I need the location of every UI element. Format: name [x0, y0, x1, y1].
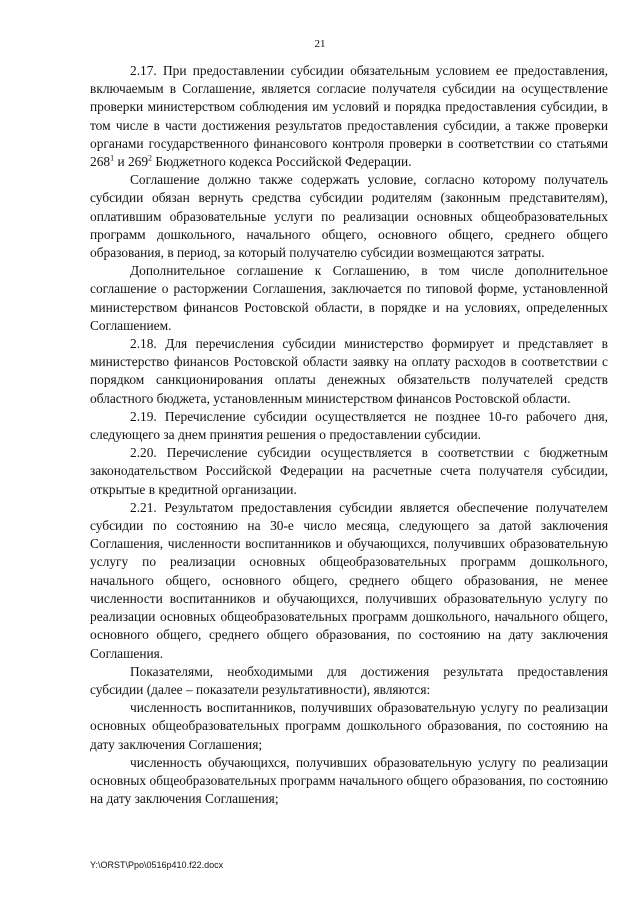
superscript: 2 [148, 153, 153, 163]
paragraph-text: Бюджетного кодекса Российской Федерации. [152, 154, 412, 170]
footer-file-path: Y:\ORST\Ppo\0516p410.f22.docx [90, 860, 224, 870]
paragraph-indicator-preschool: численность воспитанников, получивших образовательную услугу по реализации основных общеобразовательных программ дошкольного образования, по состоянию на дату заключения Соглашения; [90, 700, 608, 752]
paragraph-indicators: Показателями, необходимыми для достижения результата предоставления субсидии (далее – показатели результативности), являются: [90, 663, 608, 697]
paragraph-text: и 269 [114, 154, 149, 170]
paragraph-2-21: 2.21. Результатом предоставления субсидии является обеспечение получателем субсидии по состоянию на 30-е число месяца, следующего за датой заключения Соглашения, численности воспитанников и обучающихся, получивших образовательную услугу по реализации основных общеобразовательных программ дошкольного, начального общего, основного общего, среднего общего образования, не менее численности воспитанников и обучающихся, получивших образовательную услугу по реализации основных общеобразовательных программ дошкольного, начального общего, основного общего, среднего общего образования, по состоянию на дату заключения Соглашения. [90, 499, 608, 661]
paragraph-additional-agreement: Дополнительное соглашение к Соглашению, в том числе дополнительное соглашение о расторжении Соглашения, заключается по типовой форме, установленной министерством финансов Ростовской области, в порядке и на условиях, определенных Соглашением. [90, 263, 608, 333]
paragraph-indicator-primary: численность обучающихся, получивших образовательную услугу по реализации основных общеобразовательных программ начального общего образования, по состоянию на дату заключения Соглашения; [90, 754, 608, 807]
paragraph-2-17 [90, 62, 608, 171]
superscript: 1 [110, 153, 115, 163]
paragraph-agreement-condition: Соглашение должно также содержать условие, согласно которому получатель субсидии обязан вернуть средства субсидии родителям (законным представителям), оплатившим образовательные услуги по реализации основных общеобразовательных программ дошкольного, начального общего, основного общего, среднего общего образования, в период, за который получателю субсидии возмещаются затраты. [90, 172, 608, 261]
document-body [90, 62, 608, 808]
paragraph-2-18: 2.18. Для перечисления субсидии министерство формирует и представляет в министерство финансов Ростовской области заявку на оплату расходов в соответствии с порядком санкционирования оплаты денежных обязательств получателей средств областного бюджета, установленным министерством финансов Ростовской области. [90, 336, 608, 406]
paragraph-2-19: 2.19. Перечисление субсидии осуществляется не позднее 10-го рабочего дня, следующего за днем принятия решения о предоставлении субсидии. [90, 408, 608, 443]
page-number: 21 [314, 38, 326, 50]
paragraph-text: 2.17. При предоставлении субсидии обязательным условием ее предоставления, включаемым в Соглашение, является согласие получателя субсидии на осуществление проверки министерством соблюдения им условий и порядка предоставления субсидии, в том числе в части достижения результатов предоставления субсидии, а также проверки органами государственного финансового контроля проверки в соответствии со статьями 268 [90, 63, 608, 170]
paragraph-2-20: 2.20. Перечисление субсидии осуществляется в соответствии с бюджетным законодательством Российской Федерации на расчетные счета получателя субсидии, открытые в кредитной организации. [90, 445, 608, 497]
